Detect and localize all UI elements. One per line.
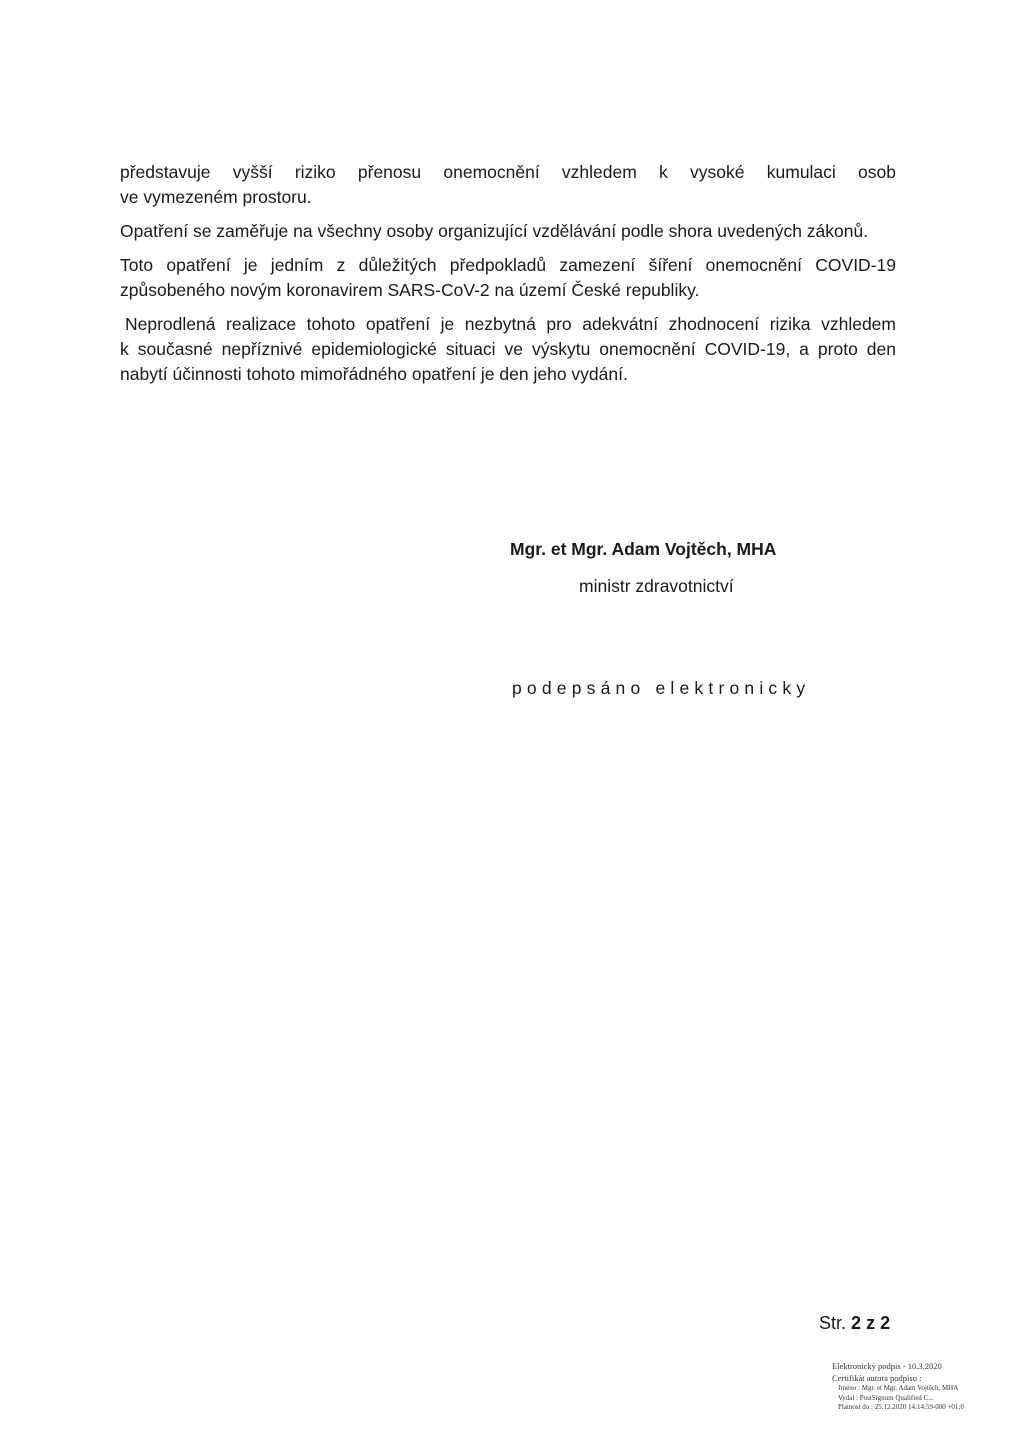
paragraph-effectivity [120, 312, 896, 387]
text-line: Neprodlená realizace tohoto opatření je nezbytná pro adekvátní zhodnocení rizika vzhledem [125, 314, 896, 334]
page-number-current: 2 [851, 1313, 862, 1333]
paragraph-risk [120, 160, 896, 210]
page-number-total: 2 [880, 1313, 891, 1333]
body-text [120, 160, 896, 396]
esig-issuer-line: Vydal : PostSignum Qualified C... [838, 1393, 934, 1402]
text-line: způsobeného novým koronavirem SARS-CoV-2 na území České republiky. [120, 280, 700, 300]
signatory-name: Mgr. et Mgr. Adam Vojtěch, MHA [510, 539, 777, 559]
page-number-separator: z [866, 1313, 876, 1333]
esig-validity-line: Platnost do : 25.12.2020 14:14:59-000 +01:0 [838, 1403, 964, 1411]
page-number [819, 1313, 890, 1334]
text-line: představuje vyšší riziko přenosu onemocnění vzhledem k vysoké kumulaci osob [120, 162, 896, 182]
text-line: Opatření se zaměřuje na všechny osoby organizující vzdělávání podle shora uvedených zákonů. [120, 221, 869, 241]
text-line: nabytí účinnosti tohoto mimořádného opatření je den jeho vydání. [120, 364, 628, 384]
page-number-prefix: Str. [819, 1313, 847, 1333]
paragraph-prevention [120, 253, 896, 303]
signed-electronically-note: podepsáno elektronicky [512, 678, 811, 698]
text-line: ve vymezeném prostoru. [120, 187, 312, 207]
electronic-signature-stamp [832, 1360, 1008, 1413]
paragraph-scope [120, 219, 896, 244]
esig-date-line: Elektronický podpis - 10.3.2020 [832, 1361, 942, 1371]
text-line: Toto opatření je jedním z důležitých předpokladů zamezení šíření onemocnění COVID-19 [120, 255, 896, 275]
esig-certificate-line: Certifikát autora podpisu : [832, 1373, 922, 1383]
text-line: k současné nepříznivé epidemiologické situaci ve výskytu onemocnění COVID-19, a proto den [120, 339, 896, 359]
signatory-role: ministr zdravotnictví [579, 576, 734, 596]
esig-name-line: Jméno : Mgr. et Mgr. Adam Vojtěch, MHA [838, 1384, 959, 1392]
